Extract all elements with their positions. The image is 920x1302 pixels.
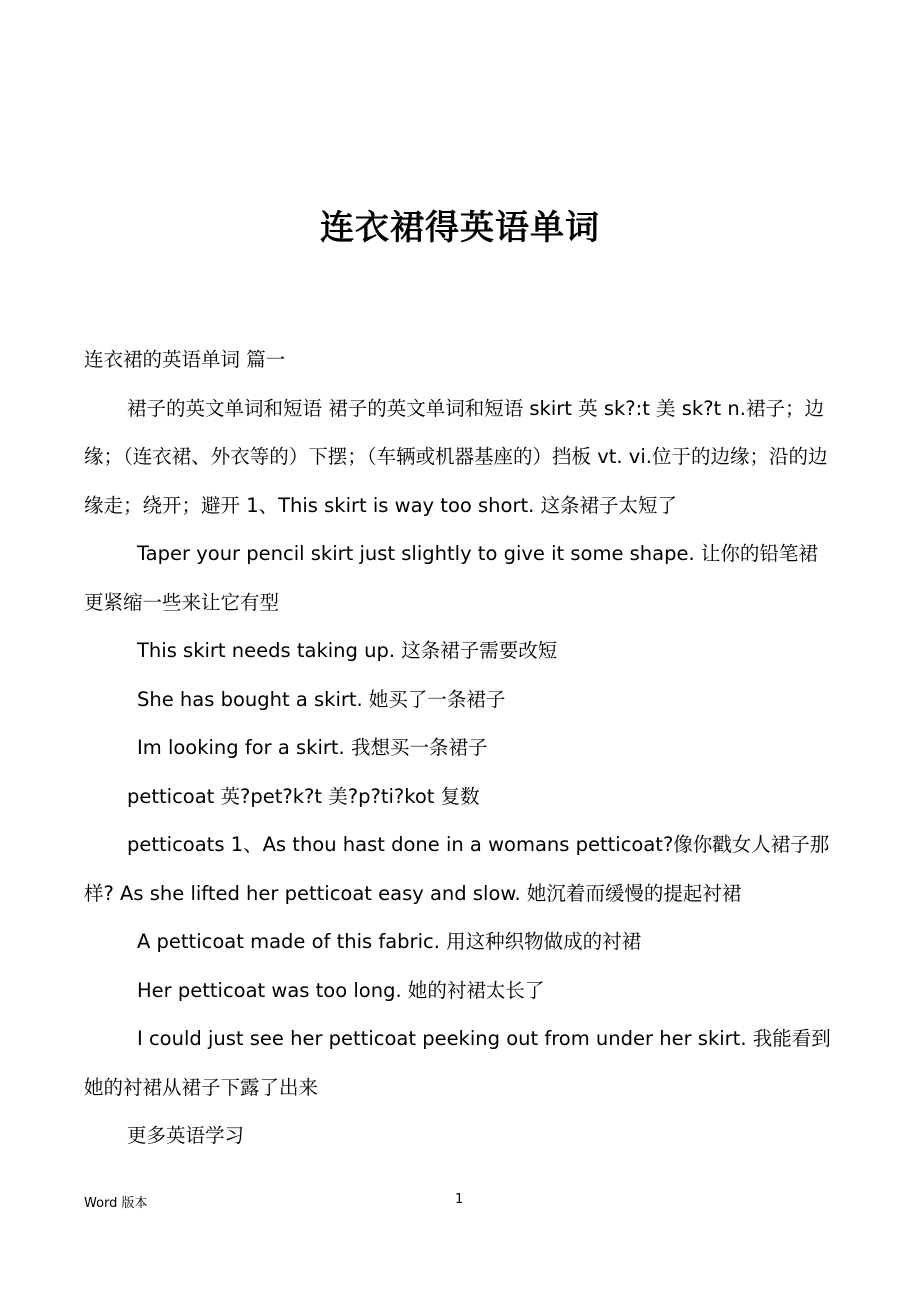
paragraph: 更多英语学习	[127, 1124, 245, 1147]
paragraph: This skirt needs taking up. 这条裙子需要改短	[137, 639, 558, 662]
paragraph: Taper your pencil skirt just slightly to give it some shape. 让你的铅笔裙更紧缩一些来让它有型	[84, 542, 818, 614]
paragraph: She has bought a skirt. 她买了一条裙子	[137, 687, 506, 711]
paragraph: I could just see her petticoat peeking out from under her skirt. 我能看到她的衬裙从裙子下露了出来	[84, 1027, 831, 1099]
paragraph: Im looking for a skirt. 我想买一条裙子	[137, 736, 488, 759]
document-title: 连衣裙得英语单词	[320, 208, 600, 248]
paragraph: 裙子的英文单词和短语 裙子的英文单词和短语 skirt 英 sk?:t 美 sk?t n.裙子；边缘；（连衣裙、外衣等的）下摆；（车辆或机器基座的）挡板 vt. vi.位于的边缘；沿的边缘走；绕开；避开 1、This skirt is way too short. 这条裙子太短了	[84, 396, 828, 517]
paragraph: Her petticoat was too long. 她的衬裙太长了	[137, 978, 545, 1002]
paragraph: petticoat 英?pet?k?t 美?p?ti?kot 复数	[127, 784, 480, 808]
page-number: 1	[455, 1192, 464, 1207]
section-heading: 连衣裙的英语单词 篇一	[84, 348, 286, 371]
footer-label: Word 版本	[84, 1196, 148, 1211]
paragraph: A petticoat made of this fabric. 用这种织物做成的衬裙	[137, 930, 642, 953]
paragraph: petticoats 1、As thou hast done in a womans petticoat?像你戳女人裙子那样? As she lifted her petticoat easy and slow. 她沉着而缓慢的提起衬裙	[84, 833, 830, 905]
document-body	[84, 336, 836, 1161]
